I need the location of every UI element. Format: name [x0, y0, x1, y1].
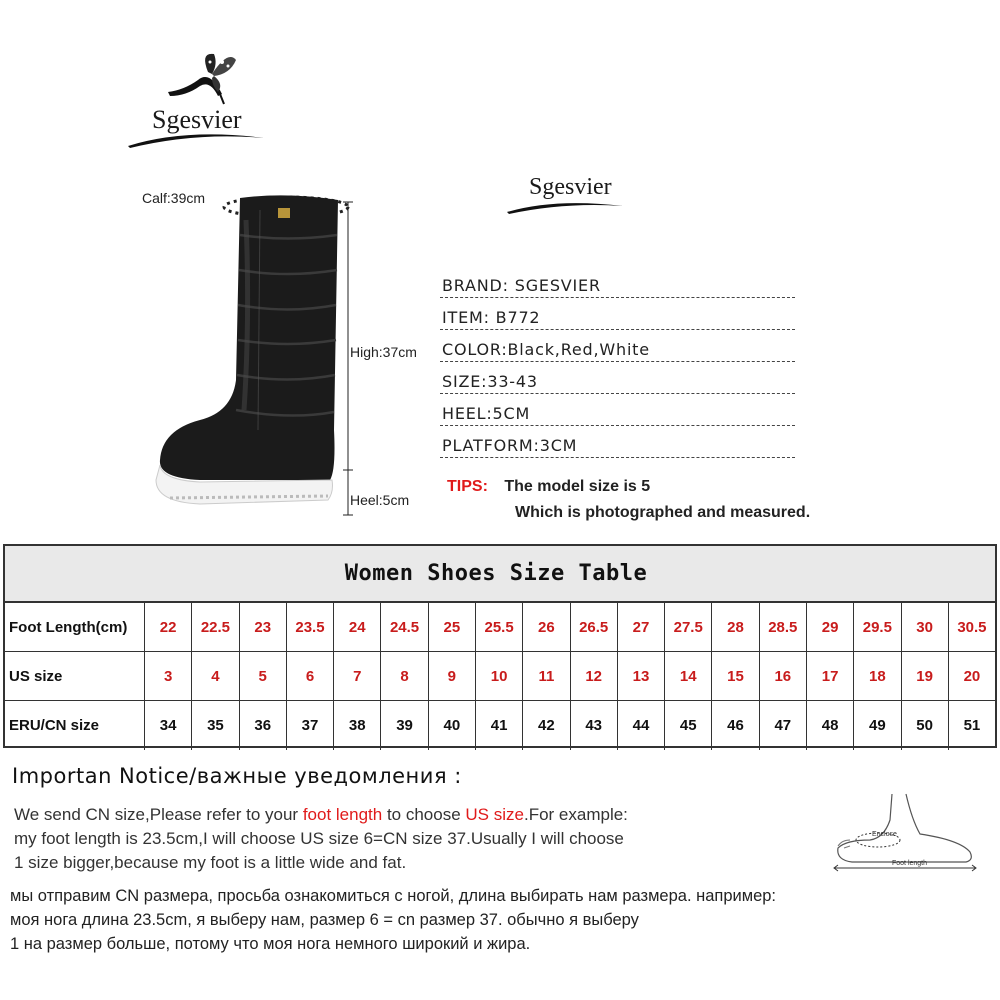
- table-cell: 28.5: [760, 603, 807, 651]
- table-cell: 35: [192, 701, 239, 750]
- table-cell: 6: [287, 652, 334, 700]
- table-cell: 29: [807, 603, 854, 651]
- notice-en-line2: my foot length is 23.5cm,I will choose US size 6=CN size 37.Usually I will choose: [14, 829, 624, 848]
- notice-ru-line2: моя нога длина 23.5cm, я выберу нам, размер 6 = cn размер 37. обычно я выберу: [10, 911, 639, 929]
- table-cell: 9: [429, 652, 476, 700]
- notice-english: [14, 803, 628, 875]
- table-cell: 23: [240, 603, 287, 651]
- table-cell: 27.5: [665, 603, 712, 651]
- table-cell: 18: [854, 652, 901, 700]
- table-cell: 24: [334, 603, 381, 651]
- table-cell: 45: [665, 701, 712, 750]
- table-cell: 30.5: [957, 618, 987, 636]
- table-cell: 30: [902, 603, 949, 651]
- table-cell: 10: [476, 652, 523, 700]
- table-cell: 27: [618, 603, 665, 651]
- table-cell: 26.5: [571, 603, 618, 651]
- spec-text: BRAND: SGESVIER: [442, 276, 601, 295]
- spec-text: PLATFORM:3CM: [442, 436, 578, 455]
- table-cell: 39: [381, 701, 428, 750]
- table-cell: 44: [618, 701, 665, 750]
- notice-ru-line1: мы отправим CN размера, просьба ознакомиться с ногой, длина выбирать нам размера. например:: [10, 887, 777, 905]
- table-cell: 13: [618, 652, 665, 700]
- spec-text: COLOR:Black,Red,White: [442, 340, 650, 359]
- tips: [447, 478, 650, 496]
- boot-product-image: [140, 180, 440, 540]
- table-cell: 19: [902, 652, 949, 700]
- notice-ru-line3: 1 на размер больше, потому что моя нога немного широкий и жира.: [10, 935, 531, 953]
- table-title: Women Shoes Size Table: [344, 561, 648, 586]
- tips-line2: Which is photographed and measured.: [515, 504, 811, 521]
- spec-platform: [440, 426, 795, 458]
- table-cell: 36: [240, 701, 287, 750]
- height-measurement: High:37cm: [350, 344, 417, 360]
- notice-text: to choose: [382, 805, 466, 824]
- table-cell: 8: [381, 652, 428, 700]
- table-cell: 23.5: [287, 603, 334, 651]
- table-cell: 25: [429, 603, 476, 651]
- spec-brand: [440, 266, 795, 298]
- table-cell: 40: [429, 701, 476, 750]
- table-cell: 47: [760, 701, 807, 750]
- notice-text: We send CN size,Please refer to your: [14, 805, 303, 824]
- spec-heel: [440, 394, 795, 426]
- tips-line1: The model size is 5: [504, 478, 651, 495]
- table-row: [5, 652, 995, 701]
- logo-text: Sgesvier: [152, 105, 242, 134]
- table-cell: 42: [523, 701, 570, 750]
- notice-text: .For example:: [523, 805, 628, 824]
- table-cell: 38: [334, 701, 381, 750]
- notice-en-line1: [14, 803, 628, 827]
- highlight-us-size: US size: [465, 805, 524, 824]
- foot-length-label: Foot length: [892, 860, 928, 867]
- spec-item: [440, 298, 795, 330]
- table-cell: 3: [145, 652, 192, 700]
- row-header: US size: [5, 652, 145, 700]
- table-cell: 22.5: [192, 603, 239, 651]
- row-header: Foot Length(cm): [5, 603, 145, 651]
- table-cell: 37: [287, 701, 334, 750]
- spec-color: [440, 330, 795, 362]
- row-cells: [145, 652, 995, 700]
- table-cell: 15: [712, 652, 759, 700]
- table-row: [5, 603, 995, 652]
- logo-swoosh: [126, 130, 266, 150]
- table-cell: 43: [571, 701, 618, 750]
- table-cell: 50: [902, 701, 949, 750]
- secondary-logo: [505, 170, 625, 220]
- boot-illustration: [140, 180, 440, 540]
- table-cell: 14: [665, 652, 712, 700]
- table-title-row: [5, 546, 995, 603]
- row-header: ERU/CN size: [5, 701, 145, 750]
- high-heel-butterfly-icon: [164, 50, 244, 105]
- logo-swoosh: [505, 200, 625, 216]
- enclose-label: Enclose: [872, 831, 897, 838]
- table-cell: 20: [963, 667, 981, 685]
- table-cell: 16: [760, 652, 807, 700]
- spec-size: [440, 362, 795, 394]
- size-table: [3, 544, 997, 748]
- row-cells: [145, 701, 995, 750]
- table-cell: 26: [523, 603, 570, 651]
- table-cell: 25.5: [476, 603, 523, 651]
- table-cell: 34: [145, 701, 192, 750]
- foot-icon: [820, 790, 990, 875]
- notice-russian: [10, 884, 776, 956]
- table-cell: 24.5: [381, 603, 428, 651]
- tips-label: TIPS:: [447, 478, 488, 495]
- table-cell: 48: [807, 701, 854, 750]
- table-row: [5, 701, 995, 750]
- secondary-logo-text: Sgesvier: [529, 174, 612, 200]
- table-cell: 49: [854, 701, 901, 750]
- table-cell: 29.5: [854, 603, 901, 651]
- table-cell: 5: [240, 652, 287, 700]
- product-specs: [440, 266, 795, 458]
- notice-en-line3: 1 size bigger,because my foot is a little wide and fat.: [14, 853, 407, 872]
- table-cell: 22: [145, 603, 192, 651]
- table-cell: 7: [334, 652, 381, 700]
- spec-text: HEEL:5CM: [442, 404, 531, 423]
- table-cell: 11: [523, 652, 570, 700]
- table-cell: 46: [712, 701, 759, 750]
- highlight-foot-length: foot length: [302, 805, 383, 824]
- calf-measurement: Calf:39cm: [142, 190, 206, 206]
- row-cells: [145, 603, 995, 651]
- table-cell: 51: [963, 717, 981, 734]
- table-body: [5, 603, 995, 750]
- spec-text: ITEM: B772: [442, 308, 541, 327]
- table-cell: 4: [192, 652, 239, 700]
- heel-measurement: Heel:5cm: [350, 492, 410, 508]
- spec-text: SIZE:33-43: [442, 372, 538, 391]
- foot-measure-diagram: [820, 790, 990, 875]
- notice-title: Importan Notice/важные уведомления :: [12, 764, 462, 788]
- brand-logo: [126, 50, 266, 150]
- table-cell: 41: [476, 701, 523, 750]
- table-cell: 17: [807, 652, 854, 700]
- table-cell: 28: [712, 603, 759, 651]
- table-cell: 12: [571, 652, 618, 700]
